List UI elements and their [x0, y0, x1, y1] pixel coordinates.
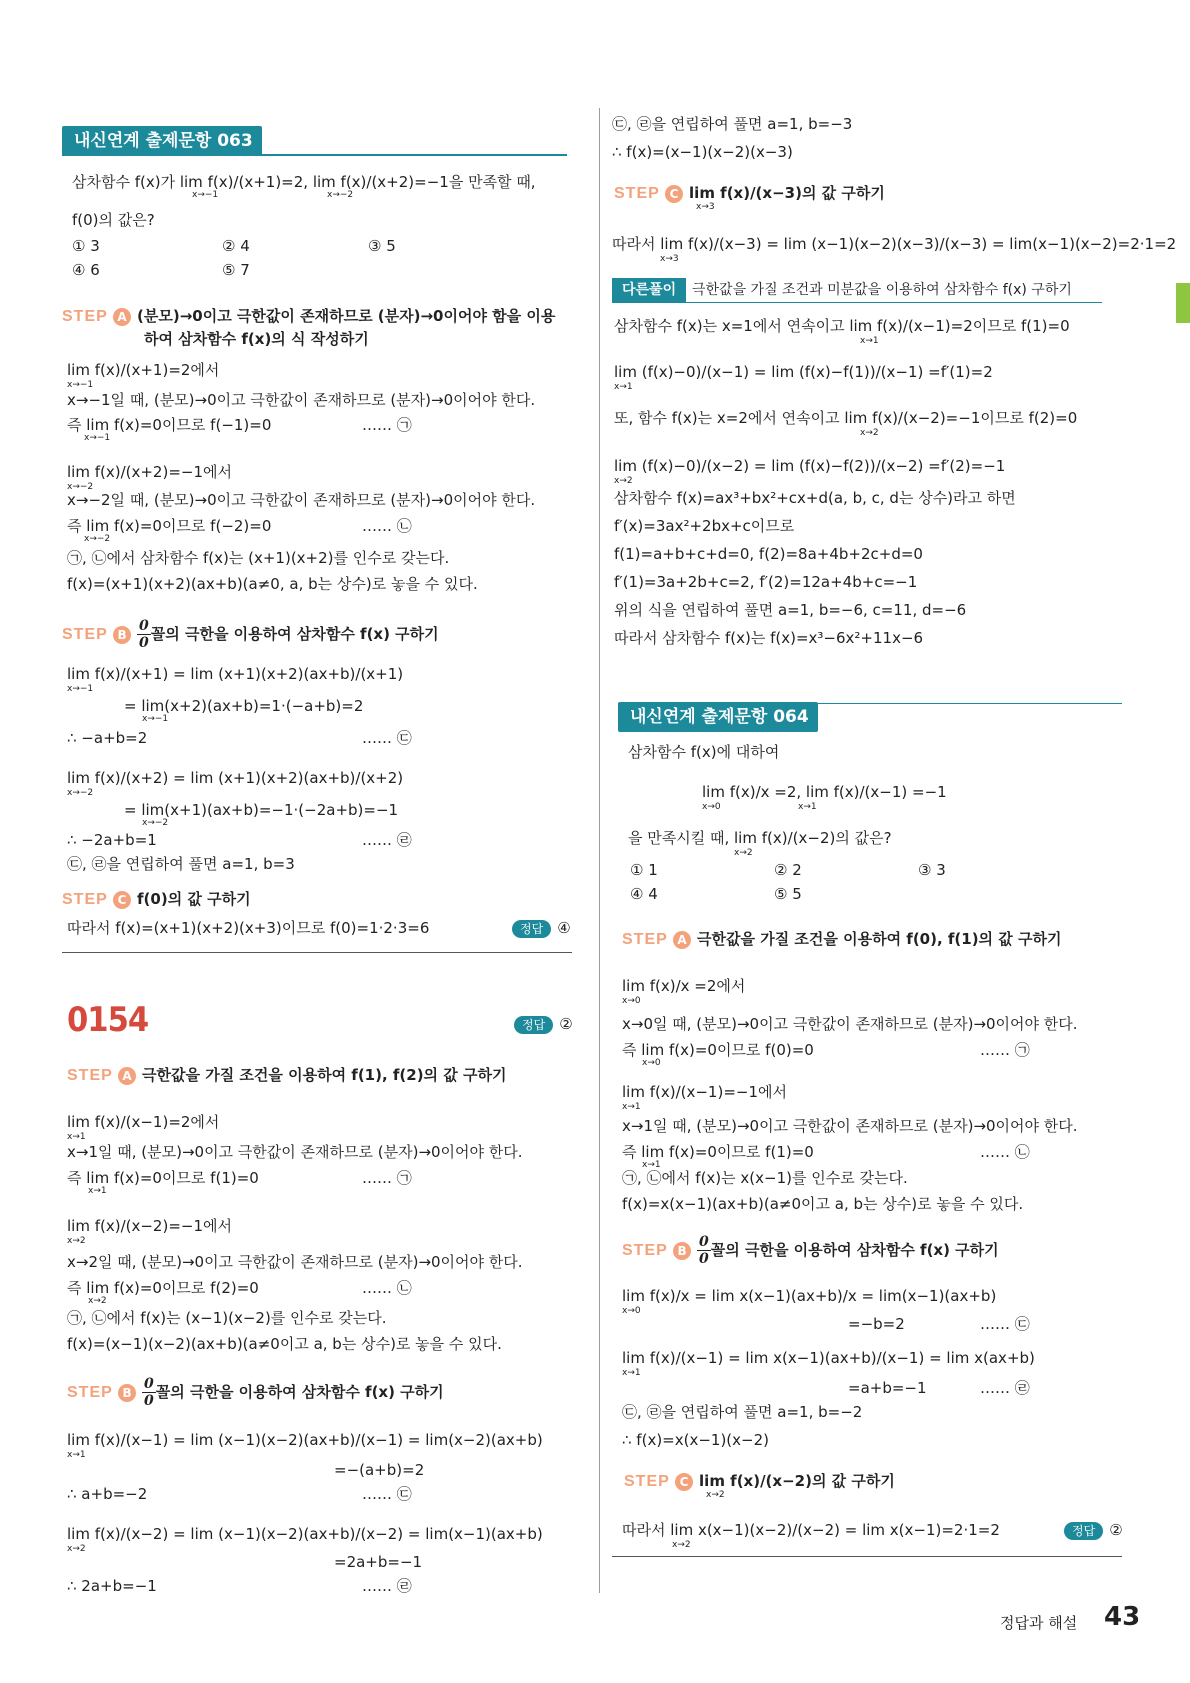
p063-step-b: STEP B $\frac{0}{0}$ 꼴의 극한을 이용하여 삼차함수 f(x) 구하기 — [62, 618, 439, 651]
p063-b2-sub: x→−1 — [142, 714, 169, 724]
alt-s7: f(1)=a+b+c+d=0, f(2)=8a+4b+2c+d=0 — [614, 545, 923, 563]
p064-answer: 정답 ② — [1064, 1520, 1123, 1540]
p063-step-a: STEP A (분모)→0이고 극한값이 존재하므로 (분자)→0이어야 함을 이용 — [62, 307, 556, 325]
p063-b3-mark: …… ㉢ — [362, 729, 412, 747]
problem-063-rule — [62, 154, 567, 156]
p063-question-lim2-sub: x→−2 — [327, 190, 354, 200]
page-number: 43 — [1104, 1602, 1141, 1632]
p063-b4-sub: x→−2 — [67, 788, 94, 798]
p064-a1-sub: x→0 — [622, 996, 641, 1006]
alt-s9: 위의 식을 연립하여 풀면 a=1, b=−6, c=11, d=−6 — [614, 601, 967, 619]
p063-b2: = lim(x+2)(ax+b)=1·(−a+b)=2 — [124, 697, 364, 715]
p063-b1: lim f(x)/(x+1) = lim (x+1)(x+2)(ax+b)/(x+1) — [67, 665, 404, 683]
alt-s4: lim (f(x)−0)/(x−2) = lim (f(x)−f(2))/(x−2) =f′(2)=−1 — [614, 457, 1006, 475]
p064-b4: =a+b=−1 — [848, 1379, 927, 1397]
p0154-answer: 정답 ② — [514, 1014, 573, 1034]
footer-label: 정답과 해설 — [1000, 1614, 1078, 1632]
cont-r1: ㉢, ㉣을 연립하여 풀면 a=1, b=−3 — [612, 115, 853, 133]
p064-q2-sub1: x→0 — [702, 802, 721, 812]
p063-step-c: STEP C f(0)의 값 구하기 — [62, 890, 251, 908]
p0154-a2: x→1일 때, (분모)→0이고 극한값이 존재하므로 (분자)→0이어야 한다. — [67, 1143, 523, 1161]
p063-a6-sub: x→−2 — [84, 534, 111, 544]
p0154-b1: lim f(x)/(x−1) = lim (x−1)(x−2)(ax+b)/(x−1) = lim(x−2)(ax+b) — [67, 1431, 543, 1449]
p064-c1: 따라서 lim x(x−1)(x−2)/(x−2) = lim x(x−1)=2·1=2 — [622, 1521, 1000, 1539]
cont-step-c: STEP C lim f(x)/(x−3)의 값 구하기 — [614, 184, 885, 202]
p063-choice-2: ② 4 — [222, 237, 250, 255]
p063-end-rule — [62, 952, 572, 953]
p063-choice-5: ⑤ 7 — [222, 261, 250, 279]
problem-063-banner: 내신연계 출제문항 063 — [62, 126, 262, 156]
p0154-a5: x→2일 때, (분모)→0이고 극한값이 존재하므로 (분자)→0이어야 한다. — [67, 1253, 523, 1271]
alt-s6: f′(x)=3ax²+2bx+c이므로 — [614, 517, 795, 535]
alt-s3-sub: x→2 — [860, 428, 879, 438]
right-column — [612, 0, 1177, 1683]
p063-b7: ㉢, ㉣을 연립하여 풀면 a=1, b=3 — [67, 855, 295, 873]
p063-a5: x→−2일 때, (분모)→0이고 극한값이 존재하므로 (분자)→0이어야 한다. — [67, 491, 536, 509]
p0154-a7: ㉠, ㉡에서 f(x)는 (x−1)(x−2)를 인수로 갖는다. — [67, 1309, 387, 1327]
p064-q3: 을 만족시킬 때, lim f(x)/(x−2)의 값은? — [628, 829, 892, 847]
p063-a2: x→−1일 때, (분모)→0이고 극한값이 존재하므로 (분자)→0이어야 한다. — [67, 391, 536, 409]
p063-a4-sub: x→−2 — [67, 482, 94, 492]
p0154-a4-sub: x→2 — [67, 1236, 86, 1246]
p064-b3: lim f(x)/(x−1) = lim x(x−1)(ax+b)/(x−1) = lim x(ax+b) — [622, 1349, 1035, 1367]
zero-over-zero: $\frac{0}{0}$ — [144, 1376, 154, 1409]
p064-b6: ∴ f(x)=x(x−1)(x−2) — [622, 1431, 770, 1449]
p0154-b4-sub: x→2 — [67, 1544, 86, 1554]
p063-a3: 즉 lim f(x)=0이므로 f(−1)=0 — [67, 416, 272, 434]
p0154-b6: ∴ 2a+b=−1 — [67, 1577, 157, 1595]
p0154-b4: lim f(x)/(x−2) = lim (x−1)(x−2)(ax+b)/(x−2) = lim(x−1)(ax+b) — [67, 1525, 543, 1543]
p064-step-a: STEP A 극한값을 가질 조건을 이용하여 f(0), f(1)의 값 구하기 — [622, 930, 1062, 948]
alt-s5: 삼차함수 f(x)=ax³+bx²+cx+d(a, b, c, d는 상수)라고 하면 — [614, 489, 1016, 507]
p0154-b3-mark: …… ㉢ — [362, 1485, 412, 1503]
p0154-a3-mark: …… ㉠ — [362, 1169, 412, 1187]
p063-a1-sub: x→−1 — [67, 380, 94, 390]
p064-a3-mark: …… ㉠ — [980, 1041, 1030, 1059]
p064-a1: lim f(x)/x =2에서 — [622, 977, 746, 995]
cont-step-c-sub: x→3 — [696, 202, 715, 212]
p063-b6-mark: …… ㉣ — [362, 831, 412, 849]
p063-choice-3: ③ 5 — [368, 237, 396, 255]
p064-a6: 즉 lim f(x)=0이므로 f(1)=0 — [622, 1143, 814, 1161]
problem-064-rule — [618, 703, 1122, 704]
p064-choice-3: ③ 3 — [918, 861, 946, 879]
p063-b1-sub: x→−1 — [67, 684, 94, 694]
p063-b5: = lim(x+1)(ax+b)=−1·(−2a+b)=−1 — [124, 801, 399, 819]
zero-over-zero: $\frac{0}{0}$ — [699, 1234, 709, 1267]
alt-s3: 또, 함수 f(x)는 x=2에서 연속이고 lim f(x)/(x−2)=−1이므로 f(2)=0 — [614, 409, 1078, 427]
alt-solution-tag: 다른풀이 — [612, 278, 686, 302]
p064-step-b: STEP B $\frac{0}{0}$ 꼴의 극한을 이용하여 삼차함수 f(x) 구하기 — [622, 1234, 999, 1267]
p0154-a8: f(x)=(x−1)(x−2)(ax+b)(a≠0이고 a, b는 상수)로 놓을 수 있다. — [67, 1335, 502, 1353]
p063-question-line2: f(0)의 값은? — [72, 211, 155, 229]
p0154-b1-sub: x→1 — [67, 1450, 86, 1460]
alt-s2-sub: x→1 — [614, 382, 633, 392]
p064-step-c: STEP C lim f(x)/(x−2)의 값 구하기 — [624, 1472, 895, 1490]
p0154-a6-mark: …… ㉡ — [362, 1279, 412, 1297]
zero-over-zero: $\frac{0}{0}$ — [139, 618, 149, 651]
p0154-a6: 즉 lim f(x)=0이므로 f(2)=0 — [67, 1279, 259, 1297]
p064-q2: lim f(x)/x =2, lim f(x)/(x−1) =−1 — [702, 783, 947, 801]
p0154-step-a: STEP A 극한값을 가질 조건을 이용하여 f(1), f(2)의 값 구하기 — [67, 1066, 507, 1084]
p063-question-line1: 삼차함수 f(x)가 lim f(x)/(x+1)=2, lim f(x)/(x+2)=−1을 만족할 때, — [72, 173, 536, 191]
p063-a6-mark: …… ㉡ — [362, 517, 412, 535]
problem-064-banner: 내신연계 출제문항 064 — [618, 702, 818, 732]
p063-a4: lim f(x)/(x+2)=−1에서 — [67, 463, 232, 481]
p064-choice-1: ① 1 — [630, 861, 658, 879]
p064-a2: x→0일 때, (분모)→0이고 극한값이 존재하므로 (분자)→0이어야 한다. — [622, 1015, 1078, 1033]
p063-b4: lim f(x)/(x+2) = lim (x+1)(x+2)(ax+b)/(x+2) — [67, 769, 404, 787]
p064-choice-2: ② 2 — [774, 861, 802, 879]
alt-s8: f′(1)=3a+2b+c=2, f′(2)=12a+4b+c=−1 — [614, 573, 918, 591]
p063-choice-1: ① 3 — [72, 237, 100, 255]
p064-choice-5: ⑤ 5 — [774, 885, 802, 903]
problem-0154-number: 0154 — [67, 1000, 149, 1040]
alt-s4-sub: x→2 — [614, 476, 633, 486]
p0154-a1: lim f(x)/(x−1)=2에서 — [67, 1113, 220, 1131]
p064-a8: f(x)=x(x−1)(ax+b)(a≠0이고 a, b는 상수)로 놓을 수 있다. — [622, 1195, 1024, 1213]
p064-b1: lim f(x)/x = lim x(x−1)(ax+b)/x = lim(x−1)(ax+b) — [622, 1287, 997, 1305]
cont-r3-sub: x→3 — [660, 254, 679, 264]
alt-solution-rule — [612, 302, 1102, 303]
p064-step-c-sub: x→2 — [706, 1490, 725, 1500]
p0154-a4: lim f(x)/(x−2)=−1에서 — [67, 1217, 232, 1235]
p064-a5: x→1일 때, (분모)→0이고 극한값이 존재하므로 (분자)→0이어야 한다. — [622, 1117, 1078, 1135]
p064-a3-sub: x→0 — [642, 1058, 661, 1068]
p064-b4-mark: …… ㉣ — [980, 1379, 1030, 1397]
p0154-a3: 즉 lim f(x)=0이므로 f(1)=0 — [67, 1169, 259, 1187]
p064-b3-sub: x→1 — [622, 1368, 641, 1378]
cont-r3: 따라서 lim f(x)/(x−3) = lim (x−1)(x−2)(x−3)/(x−3) = lim(x−1)(x−2)=2·1=2 — [612, 235, 1177, 253]
alt-s1: 삼차함수 f(x)는 x=1에서 연속이고 lim f(x)/(x−1)=2이므로 f(1)=0 — [614, 317, 1070, 335]
p063-b3: ∴ −a+b=2 — [67, 729, 148, 747]
p064-a4: lim f(x)/(x−1)=−1에서 — [622, 1083, 787, 1101]
p064-q2-sub2: x→1 — [798, 802, 817, 812]
left-column — [62, 0, 582, 1683]
p063-a1: lim f(x)/(x+1)=2에서 — [67, 361, 220, 379]
cont-r2: ∴ f(x)=(x−1)(x−2)(x−3) — [612, 143, 793, 161]
p063-answer: 정답 ④ — [512, 918, 571, 938]
p064-a6-sub: x→1 — [642, 1160, 661, 1170]
p063-a3-mark: …… ㉠ — [362, 416, 412, 434]
alt-s10: 따라서 삼차함수 f(x)는 f(x)=x³−6x²+11x−6 — [614, 629, 924, 647]
p063-b5-sub: x→−2 — [142, 818, 169, 828]
p063-choice-4: ④ 6 — [72, 261, 100, 279]
column-divider — [599, 108, 600, 1593]
p063-a7: ㉠, ㉡에서 삼차함수 f(x)는 (x+1)(x+2)를 인수로 갖는다. — [67, 549, 450, 567]
p064-b5: ㉢, ㉣을 연립하여 풀면 a=1, b=−2 — [622, 1403, 863, 1421]
p064-a6-mark: …… ㉡ — [980, 1143, 1030, 1161]
p064-a4-sub: x→1 — [622, 1102, 641, 1112]
p063-a8: f(x)=(x+1)(x+2)(ax+b)(a≠0, a, b는 상수)로 놓을 수 있다. — [67, 575, 478, 593]
p0154-a6-sub: x→2 — [88, 1296, 107, 1306]
p0154-b3: ∴ a+b=−2 — [67, 1485, 148, 1503]
p0154-b6-mark: …… ㉣ — [362, 1577, 412, 1595]
chapter-side-tab — [1176, 283, 1190, 323]
p064-q3-sub: x→2 — [734, 848, 753, 858]
alt-solution-title: 극한값을 가질 조건과 미분값을 이용하여 삼차함수 f(x) 구하기 — [692, 282, 1072, 298]
p064-b2: =−b=2 — [848, 1315, 905, 1333]
p063-a3-sub: x→−1 — [84, 433, 111, 443]
p064-b1-sub: x→0 — [622, 1306, 641, 1316]
p063-a6: 즉 lim f(x)=0이므로 f(−2)=0 — [67, 517, 272, 535]
p0154-a1-sub: x→1 — [67, 1132, 86, 1142]
p064-choice-4: ④ 4 — [630, 885, 658, 903]
p0154-step-b: STEP B $\frac{0}{0}$ 꼴의 극한을 이용하여 삼차함수 f(x) 구하기 — [67, 1376, 444, 1409]
alt-s1-sub: x→1 — [860, 336, 879, 346]
p063-step-a-title2: 하여 삼차함수 f(x)의 식 작성하기 — [144, 330, 369, 348]
alt-s2: lim (f(x)−0)/(x−1) = lim (f(x)−f(1))/(x−1) =f′(1)=2 — [614, 363, 993, 381]
p064-end-rule — [612, 1556, 1122, 1557]
p0154-b2: =−(a+b)=2 — [334, 1461, 425, 1479]
p0154-b5: =2a+b=−1 — [334, 1553, 423, 1571]
p064-q1: 삼차함수 f(x)에 대하여 — [628, 743, 780, 761]
p063-b6: ∴ −2a+b=1 — [67, 831, 157, 849]
p063-c1: 따라서 f(x)=(x+1)(x+2)(x+3)이므로 f(0)=1·2·3=6 — [67, 919, 430, 937]
p064-c1-sub: x→2 — [672, 1540, 691, 1550]
p0154-a3-sub: x→1 — [88, 1186, 107, 1196]
p064-a3: 즉 lim f(x)=0이므로 f(0)=0 — [622, 1041, 814, 1059]
p064-b2-mark: …… ㉢ — [980, 1315, 1030, 1333]
p064-a7: ㉠, ㉡에서 f(x)는 x(x−1)를 인수로 갖는다. — [622, 1169, 908, 1187]
p063-question-lim1-sub: x→−1 — [192, 190, 219, 200]
